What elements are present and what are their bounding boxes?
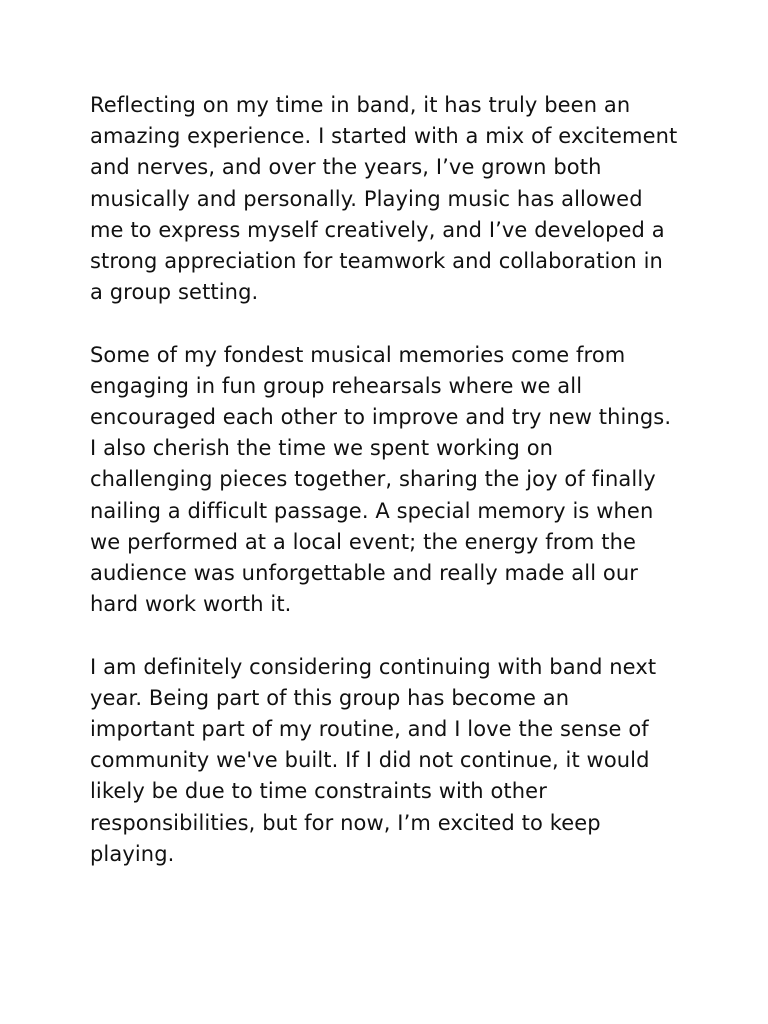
- paragraph-continuing-band: I am definitely considering continuing with band next year. Being part of this group has become an important part of my routine, and I love the sense of community we've built. If I did not continue, it would likely be due to time constraints with other responsibilities, but for now, I’m excited to keep playing.: [90, 654, 657, 866]
- paragraph-band-reflection: Reflecting on my time in band, it has truly been an amazing experience. I started with a mix of excitement and nerves, and over the years, I’ve grown both musically and personally. Playing music has allowed me to express myself creatively, and I’ve developed a strong appreciation for teamwork and collaboration in a group setting.: [90, 93, 678, 305]
- paragraph-musical-memories: Some of my fondest musical memories come from engaging in fun group rehearsals where we all encouraged each other to improve and try new things. I also cherish the time we spent working on challenging pieces together, sharing the joy of finally nailing a difficult passage. A special memory is when we performed at a local event; the energy from the audience was unforgettable and really made all our hard work worth it.: [90, 342, 672, 617]
- document-body: [90, 90, 680, 901]
